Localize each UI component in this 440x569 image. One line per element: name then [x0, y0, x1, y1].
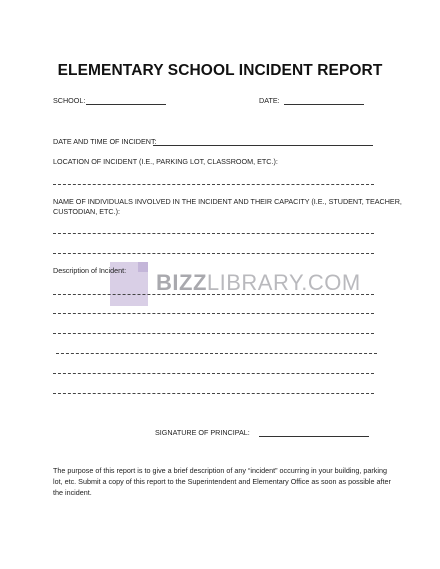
page-title: ELEMENTARY SCHOOL INCIDENT REPORT: [57, 62, 383, 79]
description-field-line6[interactable]: [53, 393, 374, 394]
location-field[interactable]: [53, 184, 374, 185]
date-field[interactable]: [284, 104, 364, 105]
individuals-field-line1[interactable]: [53, 233, 374, 234]
description-label: Description of Incident:: [53, 266, 127, 275]
date-time-label: DATE AND TIME OF INCIDENT:: [53, 137, 157, 146]
watermark-box-accent: [138, 262, 148, 272]
watermark-text: BIZZLIBRARY.COM: [156, 270, 361, 295]
signature-label: SIGNATURE OF PRINCIPAL:: [155, 428, 250, 437]
description-field-line1[interactable]: [53, 294, 374, 295]
school-label: SCHOOL:: [53, 96, 86, 105]
description-field-line4[interactable]: [56, 353, 377, 354]
description-field-line2[interactable]: [53, 313, 374, 314]
individuals-label-line1: NAME OF INDIVIDUALS INVOLVED IN THE INCIDENT AND THEIR CAPACITY (I.E., STUDENT, TEACHER,: [53, 197, 402, 206]
individuals-label-line2: CUSTODIAN, ETC.):: [53, 207, 120, 216]
school-field[interactable]: [86, 104, 166, 105]
footer-instructions: The purpose of this report is to give a brief description of any “incident” occurring in your building, parking lot, etc. Submit a copy of this report to the Superintendent and Elementary Office as soon as possible after the incident.: [53, 466, 391, 497]
description-field-line3[interactable]: [53, 333, 374, 334]
watermark-logo: [110, 262, 361, 308]
description-field-line5[interactable]: [53, 373, 374, 374]
individuals-field-line2[interactable]: [53, 253, 374, 254]
date-time-field[interactable]: [153, 145, 373, 146]
signature-field[interactable]: [259, 436, 369, 437]
date-label: DATE:: [259, 96, 280, 105]
location-label: LOCATION OF INCIDENT (I.E., PARKING LOT, CLASSROOM, ETC.):: [53, 157, 278, 166]
